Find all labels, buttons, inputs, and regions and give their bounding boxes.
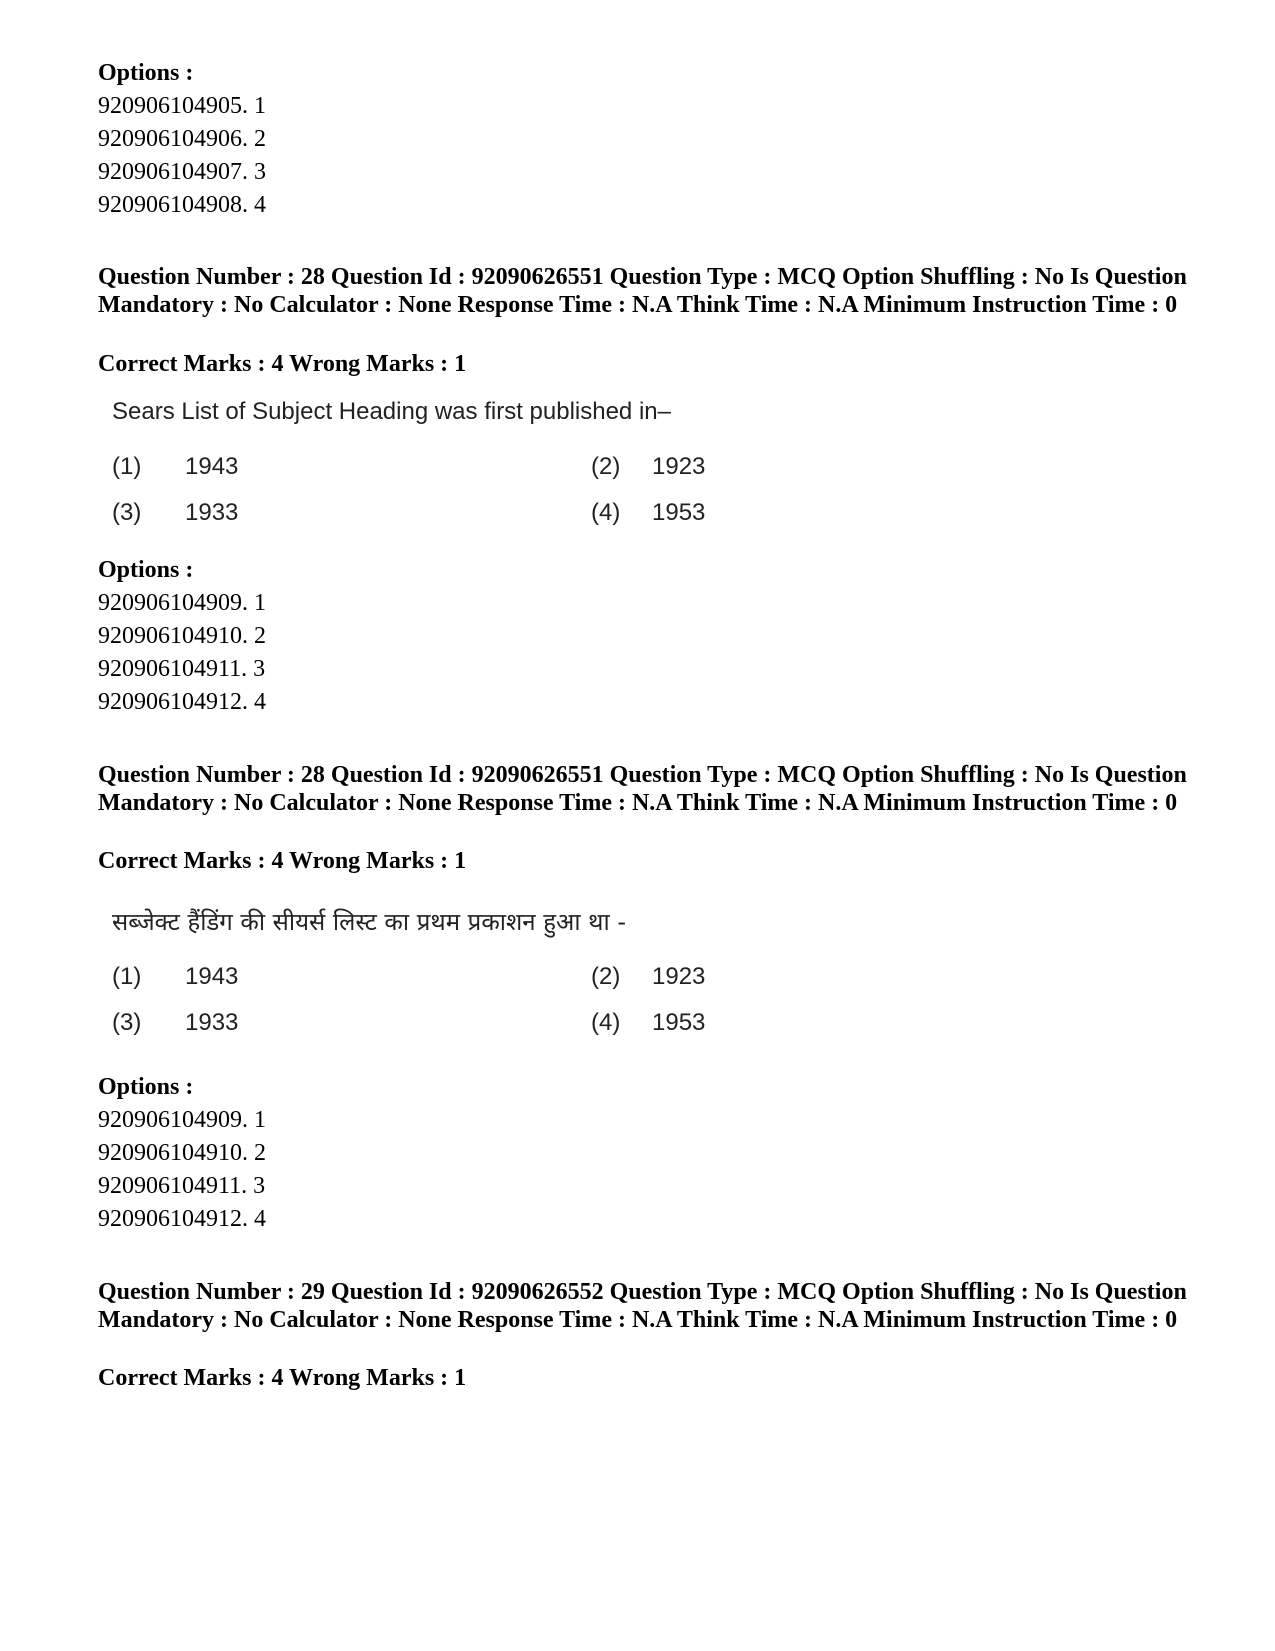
choice-value: 1943	[185, 453, 239, 480]
choice-value: 1923	[652, 963, 706, 990]
choice-number: (1)	[112, 453, 142, 480]
question-marks: Correct Marks : 4 Wrong Marks : 1	[98, 351, 467, 377]
choice-number: (2)	[591, 453, 621, 480]
option-line: 920906104908. 4	[98, 192, 266, 218]
options-heading: Options :	[98, 557, 194, 583]
choice-value: 1943	[185, 963, 239, 990]
choice-number: (3)	[112, 1009, 142, 1036]
question-meta: Question Number : 29 Question Id : 92090626552 Question Type : MCQ Option Shuffling : No Is Question Mandatory : No Calculator : None Response Time : N.A Think Time : N.A Minimum Instruction Time : 0	[98, 1279, 1187, 1333]
option-line: 920906104911. 3	[98, 1173, 266, 1199]
option-line: 920906104907. 3	[98, 159, 266, 185]
choice-number: (1)	[112, 963, 142, 990]
option-line: 920906104912. 4	[98, 689, 266, 715]
question-text: सब्जेक्ट हैंडिंग की सीयर्स लिस्ट का प्रथम प्रकाशन हुआ था -	[112, 908, 626, 936]
option-line: 920906104906. 2	[98, 126, 266, 152]
choice-value: 1953	[652, 1009, 706, 1036]
choice-value: 1953	[652, 499, 706, 526]
choice-number: (2)	[591, 963, 621, 990]
option-line: 920906104910. 2	[98, 1140, 266, 1166]
option-line: 920906104912. 4	[98, 1206, 266, 1232]
question-meta: Question Number : 28 Question Id : 92090626551 Question Type : MCQ Option Shuffling : No Is Question Mandatory : No Calculator : None Response Time : N.A Think Time : N.A Minimum Instruction Time : 0	[98, 762, 1187, 816]
option-line: 920906104905. 1	[98, 93, 266, 119]
choice-number: (3)	[112, 499, 142, 526]
option-line: 920906104909. 1	[98, 590, 266, 616]
question-marks: Correct Marks : 4 Wrong Marks : 1	[98, 848, 467, 874]
options-heading: Options :	[98, 60, 194, 86]
options-heading: Options :	[98, 1074, 194, 1100]
choice-number: (4)	[591, 1009, 621, 1036]
question-meta: Question Number : 28 Question Id : 92090626551 Question Type : MCQ Option Shuffling : No Is Question Mandatory : No Calculator : None Response Time : N.A Think Time : N.A Minimum Instruction Time : 0	[98, 264, 1187, 318]
choice-number: (4)	[591, 499, 621, 526]
option-line: 920906104911. 3	[98, 656, 266, 682]
choice-value: 1933	[185, 1009, 239, 1036]
option-line: 920906104909. 1	[98, 1107, 266, 1133]
choice-value: 1923	[652, 453, 706, 480]
question-text: Sears List of Subject Heading was first published in–	[112, 398, 671, 425]
question-marks: Correct Marks : 4 Wrong Marks : 1	[98, 1365, 467, 1391]
option-line: 920906104910. 2	[98, 623, 266, 649]
choice-value: 1933	[185, 499, 239, 526]
